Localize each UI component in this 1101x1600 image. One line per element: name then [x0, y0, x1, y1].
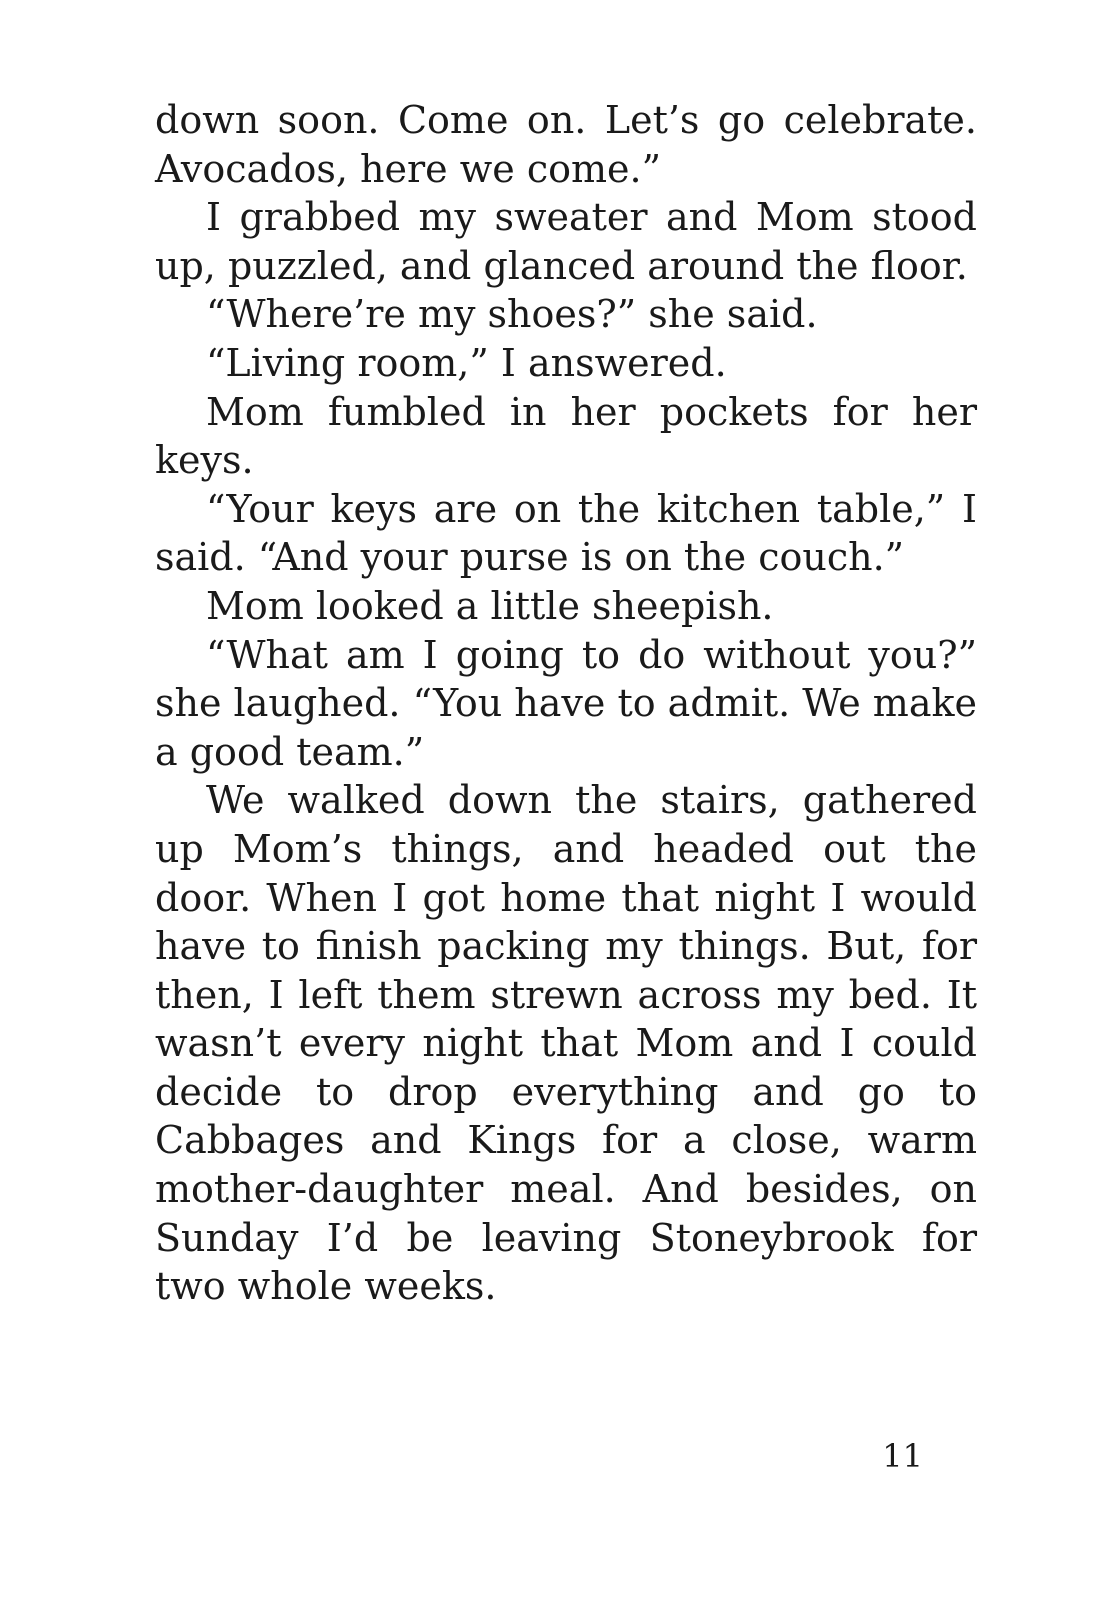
paragraph-3: “Where’re my shoes?” she said. — [206, 292, 818, 337]
paragraph-9: We walked down the stairs, gathered up Mom’s things, and headed out the door. When I got home that night I would have to finish packing my things. But, for then, I left them strewn across my bed. It wasn’t every night that Mom and I could decide to drop everything and go to Cabbages and Kings for a close, warm mother-daughter meal. And besides, on Sunday I’d be leaving Stoneybrook for two whole weeks. — [155, 778, 977, 1309]
paragraph-7: Mom looked a little sheepish. — [206, 583, 774, 628]
body-text — [155, 96, 977, 1311]
page-number: 11 — [882, 1437, 923, 1475]
paragraph-6: “Your keys are on the kitchen table,” I said. “And your purse is on the couch.” — [155, 486, 977, 580]
paragraph-4: “Living room,” I answered. — [206, 340, 727, 385]
paragraph-1: down soon. Come on. Let’s go celebrate. Avocados, here we come.” — [155, 98, 977, 191]
paragraph-5: Mom fumbled in her pockets for her keys. — [155, 389, 977, 483]
paragraph-2: I grabbed my sweater and Mom stood up, puzzled, and glanced around the floor. — [155, 195, 977, 288]
paragraph-8: “What am I going to do without you?” she laughed. “You have to admit. We make a good team.” — [155, 632, 978, 774]
